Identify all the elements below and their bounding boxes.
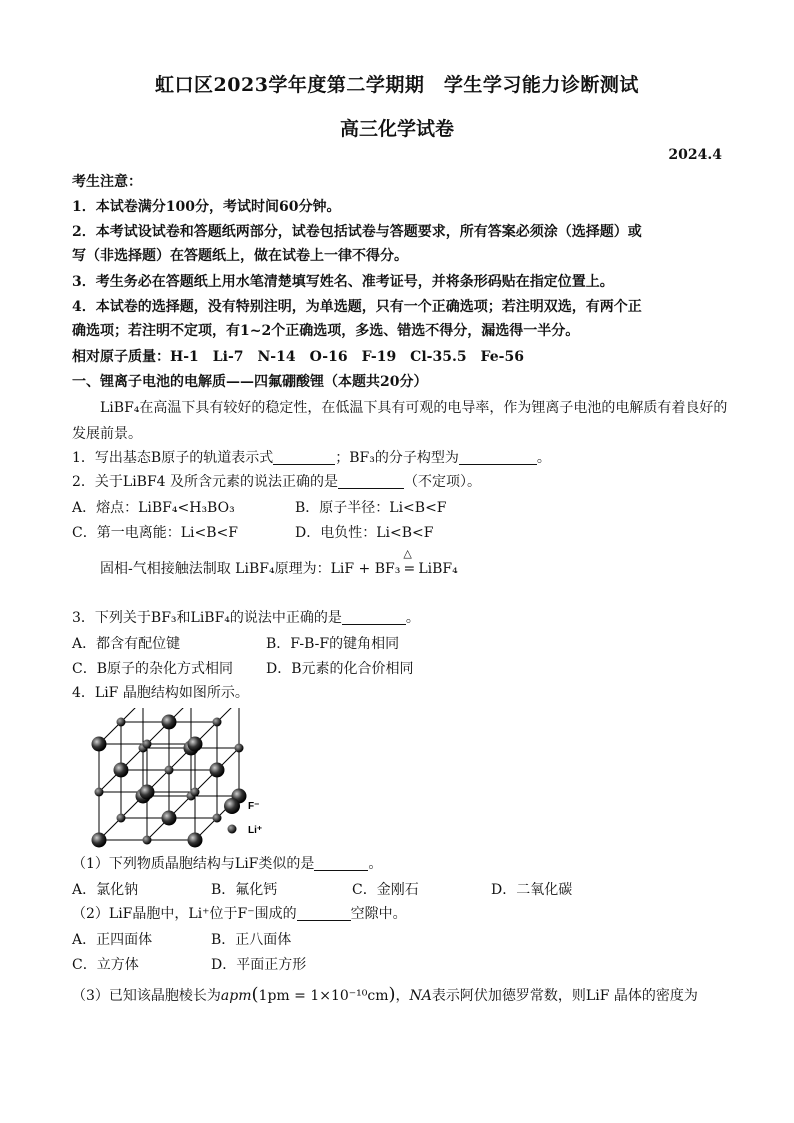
q2-text-b: （不定项）。 — [404, 474, 482, 490]
q2-option-d[interactable]: D．电负性：Li<B<F — [295, 525, 434, 541]
q4-1-option-d[interactable]: D．二氧化碳 — [491, 882, 573, 898]
f-ion — [188, 833, 203, 848]
question-4-1 — [72, 854, 382, 874]
intro-line-1: LiBF₄在高温下具有较好的稳定性，在低温下具有可观的电导率，作为锂离子电池的电解质有着良好的 — [100, 400, 728, 416]
li-ion — [191, 788, 200, 797]
q4-2-option-c[interactable]: C．立方体 — [72, 957, 139, 973]
q4-2-text-a: （2）LiF晶胞中，Li⁺位于F⁻围成的 — [72, 906, 297, 922]
q4-2-text-b: 空隙中。 — [350, 906, 407, 922]
notice-item-4b: 确选项；若注明不定项，有1~2个正确选项，多选、错选不得分，漏选得一半分。 — [72, 323, 580, 339]
notice-item-2a: 2．本考试设试卷和答题纸两部分，试卷包括试卷与答题要求，所有答案必须涂（选择题）或 — [72, 224, 642, 240]
li-ion — [213, 814, 222, 823]
f-ion — [162, 715, 177, 730]
li-ion — [165, 766, 174, 775]
q4-3-avogadro-symbol: NA — [409, 988, 432, 1004]
question-4-3 — [72, 985, 698, 1006]
li-ion — [143, 740, 152, 749]
notice-item-1: 1．本试卷满分100分，考试时间60分钟。 — [72, 199, 341, 215]
li-ion — [117, 718, 126, 727]
question-3 — [72, 608, 420, 628]
formula-right: LiBF₄ — [418, 561, 458, 577]
section-1-heading: 一、锂离子电池的电解质——四氟硼酸锂（本题共20分） — [72, 374, 428, 390]
q3-option-c[interactable]: C．B原子的杂化方式相同 — [72, 661, 233, 677]
paren-open: ( — [251, 984, 259, 1005]
f-ion — [140, 785, 155, 800]
f-ion — [92, 737, 107, 752]
legend-li-label: Li⁺ — [248, 825, 263, 836]
q3-option-a[interactable]: A．都含有配位键 — [72, 636, 181, 652]
formula-text: 固相-气相接触法制取 LiBF₄原理为： — [100, 561, 331, 577]
equals-heat-sign: △ = — [403, 547, 416, 577]
q4-1-option-c[interactable]: C．金刚石 — [352, 882, 419, 898]
q2-text-a: 2．关于LiBF4 及所含元素的说法正确的是 — [72, 474, 339, 490]
q4-1-text-a: （1）下列物质晶胞结构与LiF类似的是 — [72, 856, 315, 872]
q3-option-b[interactable]: B．F-B-F的键角相同 — [266, 636, 400, 652]
exam-date: 2024.4 — [668, 147, 722, 163]
q1-blank-2[interactable] — [459, 450, 537, 465]
q3-blank[interactable] — [342, 610, 406, 625]
q3-text-a: 3．下列关于BF₃和LiBF₄的说法中正确的是 — [72, 610, 342, 626]
q4-2-blank[interactable] — [297, 906, 351, 921]
q2-option-c[interactable]: C．第一电离能：Li<B<F — [72, 525, 238, 541]
paren-close: ) — [388, 984, 396, 1005]
intro-line-2: 发展前景。 — [72, 426, 142, 442]
q1-text-c: 。 — [536, 450, 551, 466]
li-ion — [235, 744, 244, 753]
notice-item-4a: 4．本试卷的选择题，没有特别注明，为单选题，只有一个正确选项；若注明双选，有两个正 — [72, 299, 642, 315]
exam-title: 虹口区2023学年度第二学期期 学生学习能力诊断测试 — [155, 74, 639, 96]
q4-1-option-b[interactable]: B．氟化钙 — [211, 882, 278, 898]
question-1 — [72, 448, 551, 468]
q4-3-unit: 1pm = 1×10⁻¹⁰cm — [258, 988, 389, 1004]
legend-li-ion-icon — [228, 825, 237, 834]
question-2 — [72, 472, 481, 492]
question-4: 4．LiF 晶胞结构如图所示。 — [72, 685, 249, 701]
notice-item-3: 3．考生务必在答题纸上用水笔清楚填写姓名、准考证号，并将条形码贴在指定位置上。 — [72, 274, 614, 290]
q4-3-text-a: （3）已知该晶胞棱长为 — [72, 988, 221, 1004]
f-ion — [210, 763, 225, 778]
f-ion — [92, 833, 107, 848]
f-ion — [114, 763, 129, 778]
q4-1-option-a[interactable]: A．氯化钠 — [72, 882, 139, 898]
q4-3-text-c: 表示阿伏加德罗常数，则LiF 晶体的密度为 — [431, 988, 698, 1004]
reaction-formula — [100, 547, 458, 578]
formula-left: LiF + BF₃ — [330, 561, 401, 577]
q4-3-text-b: ， — [395, 988, 410, 1004]
q2-option-b[interactable]: B．原子半径：Li<B<F — [295, 500, 447, 516]
lif-crystal-diagram — [85, 708, 305, 848]
notice-heading: 考生注意： — [72, 174, 142, 190]
q4-2-option-a[interactable]: A．正四面体 — [72, 932, 153, 948]
exam-subtitle: 高三化学试卷 — [339, 118, 454, 140]
q4-2-option-b[interactable]: B．正八面体 — [211, 932, 292, 948]
q1-text-b: ；BF₃的分子构型为 — [335, 450, 459, 466]
f-ion — [162, 811, 177, 826]
legend-f-ion-icon — [224, 798, 240, 814]
q3-option-d[interactable]: D．B元素的化合价相同 — [266, 661, 414, 677]
q4-1-text-b: 。 — [368, 856, 383, 872]
li-ion — [117, 814, 126, 823]
notice-item-2b: 写（非选择题）在答题纸上，做在试卷上一律不得分。 — [72, 248, 408, 264]
f-ion — [188, 737, 203, 752]
q4-3-edge-variable: apm — [220, 988, 252, 1004]
li-ion — [95, 788, 104, 797]
q1-text-a: 1．写出基态B原子的轨道表示式 — [72, 450, 274, 466]
atomic-masses: 相对原子质量：H-1 Li-7 N-14 O-16 F-19 Cl-35.5 Fe-56 — [72, 349, 524, 365]
q4-2-option-d[interactable]: D．平面正方形 — [211, 957, 307, 973]
li-ion — [143, 836, 152, 845]
legend-f-label: F⁻ — [248, 801, 260, 812]
q1-blank-1[interactable] — [273, 450, 335, 465]
question-4-2 — [72, 904, 407, 924]
q4-1-blank[interactable] — [314, 856, 368, 871]
li-ion — [213, 718, 222, 727]
q2-blank[interactable] — [338, 474, 404, 489]
heat-condition: △ — [403, 547, 412, 560]
q3-text-b: 。 — [405, 610, 420, 626]
q2-option-a[interactable]: A．熔点：LiBF₄<H₃BO₃ — [72, 500, 235, 516]
